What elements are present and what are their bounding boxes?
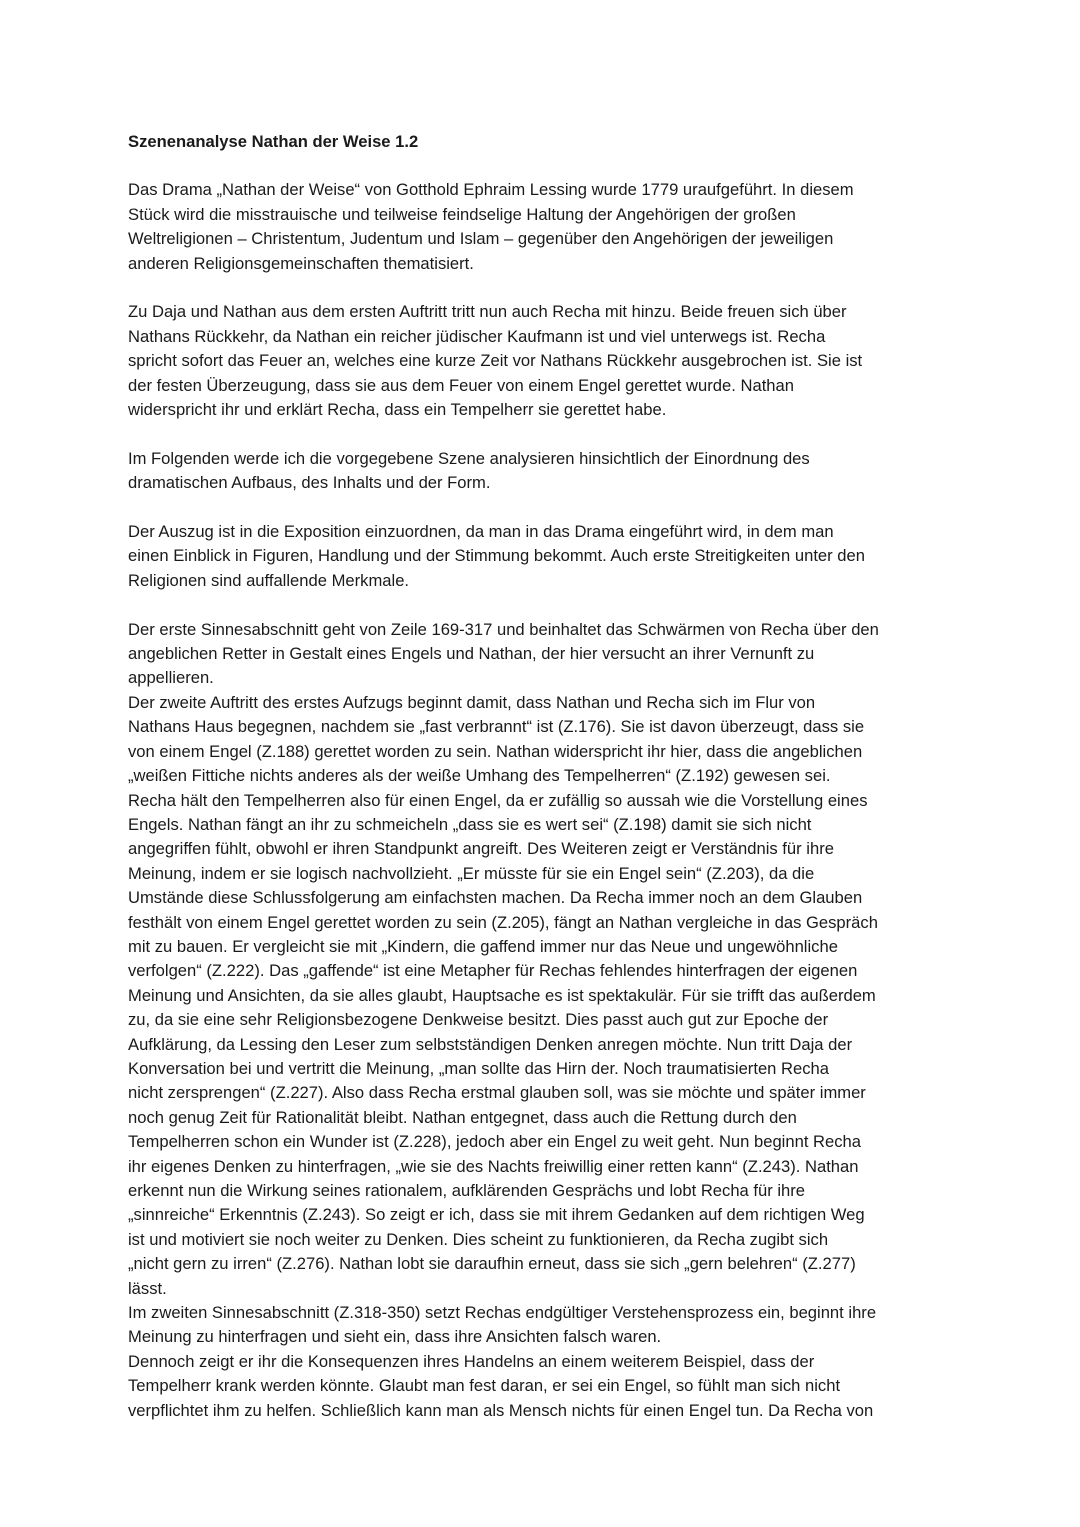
text-line: mit zu bauen. Er vergleicht sie mit „Kindern, die gaffend immer nur das Neue und ungewöhnliche	[128, 936, 838, 956]
text-line: Der erste Sinnesabschnitt geht von Zeile 169-317 und beinhaltet das Schwärmen von Recha über den	[128, 619, 879, 639]
paragraph-intro	[128, 178, 958, 276]
text-line: von einem Engel (Z.188) gerettet worden zu sein. Nathan widerspricht ihr hier, dass die angeblichen	[128, 741, 863, 761]
text-line: appellieren.	[128, 668, 214, 688]
text-line: Meinung, indem er sie logisch nachvollzieht. „Er müsste für sie ein Engel sein“ (Z.203), da die	[128, 863, 815, 883]
text-line: Tempelherr krank werden könnte. Glaubt man fest daran, er sei ein Engel, so fühlt man sich nicht	[128, 1376, 841, 1396]
paragraph-thesis	[128, 447, 958, 496]
text-line: Aufklärung, da Lessing den Leser zum selbstständigen Denken anregen möchte. Nun tritt Daja der	[128, 1034, 853, 1054]
text-line: Umstände diese Schlussfolgerung am einfachsten machen. Da Recha immer noch an dem Glauben	[128, 888, 863, 908]
text-line: Nathans Rückkehr, da Nathan ein reicher jüdischer Kaufmann ist und viel unterwegs ist. Recha	[128, 326, 826, 346]
text-line: angeblichen Retter in Gestalt eines Engels und Nathan, der hier versucht an ihrer Vernunft zu	[128, 644, 815, 664]
text-line: Religionen sind auffallende Merkmale.	[128, 570, 410, 590]
text-line: anderen Religionsgemeinschaften thematisiert.	[128, 253, 474, 273]
text-line: verpflichtet ihm zu helfen. Schließlich kann man als Mensch nichts für einen Engel tun. Da Recha von	[128, 1400, 874, 1420]
paragraph-classification	[128, 520, 958, 593]
text-line: Meinung zu hinterfragen und sieht ein, dass ihre Ansichten falsch waren.	[128, 1327, 662, 1347]
text-line: verfolgen“ (Z.222). Das „gaffende“ ist eine Metapher für Rechas fehlendes hinterfragen der eigenen	[128, 961, 858, 981]
paragraph-analysis-3	[128, 1301, 958, 1350]
paragraph-analysis-1	[128, 618, 958, 691]
document-page	[128, 130, 958, 1423]
text-line: Tempelherren schon ein Wunder ist (Z.228), jedoch aber ein Engel zu weit geht. Nun beginnt Recha	[128, 1132, 862, 1152]
text-line: spricht sofort das Feuer an, welches eine kurze Zeit vor Nathans Rückkehr ausgebrochen ist. Sie ist	[128, 351, 863, 371]
text-line: Der zweite Auftritt des erstes Aufzugs beginnt damit, dass Nathan und Recha sich im Flur von	[128, 692, 816, 712]
text-line: Im Folgenden werde ich die vorgegebene Szene analysieren hinsichtlich der Einordnung des	[128, 448, 810, 468]
text-line: nicht zersprengen“ (Z.227). Also dass Recha erstmal glauben soll, was sie möchte und später immer	[128, 1083, 866, 1103]
text-line: Nathans Haus begegnen, nachdem sie „fast verbrannt“ ist (Z.176). Sie ist davon überzeugt, dass sie	[128, 717, 865, 737]
text-line: Im zweiten Sinnesabschnitt (Z.318-350) setzt Rechas endgültiger Verstehensprozess ein, beginnt ihre	[128, 1303, 877, 1323]
text-line: Weltreligionen – Christentum, Judentum und Islam – gegenüber den Angehörigen der jeweiligen	[128, 229, 834, 249]
text-line: zu, da sie eine sehr Religionsbezogene Denkweise besitzt. Dies passt auch gut zur Epoche der	[128, 1010, 829, 1030]
text-line: noch genug Zeit für Rationalität bleibt. Nathan entgegnet, dass auch die Rettung durch den	[128, 1107, 797, 1127]
text-line: Dennoch zeigt er ihr die Konsequenzen ihres Handelns an einem weiterem Beispiel, dass der	[128, 1351, 815, 1371]
text-line: Engels. Nathan fängt an ihr zu schmeicheln „dass sie es wert sei“ (Z.198) damit sie sich nicht	[128, 814, 812, 834]
paragraph-analysis-2	[128, 691, 958, 1301]
text-line: Zu Daja und Nathan aus dem ersten Auftritt tritt nun auch Recha mit hinzu. Beide freuen sich über	[128, 302, 847, 322]
text-line: ist und motiviert sie noch weiter zu Denken. Dies scheint zu funktionieren, da Recha zugibt sich	[128, 1229, 829, 1249]
text-line: Der Auszug ist in die Exposition einzuordnen, da man in das Drama eingeführt wird, in dem man	[128, 522, 834, 542]
text-line: „weißen Fittiche nichts anderes als der weiße Umhang des Tempelherren“ (Z.192) gewesen sei.	[128, 766, 831, 786]
text-line: Das Drama „Nathan der Weise“ von Gotthold Ephraim Lessing wurde 1779 uraufgeführt. In diesem	[128, 180, 854, 200]
text-line: der festen Überzeugung, dass sie aus dem Feuer von einem Engel gerettet wurde. Nathan	[128, 375, 794, 395]
text-line: angegriffen fühlt, obwohl er ihren Standpunkt angreift. Des Weiteren zeigt er Verständnis für ihre	[128, 839, 834, 859]
text-line: „sinnreiche“ Erkenntnis (Z.243). So zeigt er ich, dass sie mit ihrem Gedanken auf dem richtigen Weg	[128, 1205, 865, 1225]
document-title: Szenenanalyse Nathan der Weise 1.2	[128, 132, 419, 151]
paragraph-context	[128, 300, 958, 422]
text-line: erkennt nun die Wirkung seines rationalem, aufklärenden Gesprächs und lobt Recha für ihre	[128, 1181, 806, 1200]
paragraph-analysis-4	[128, 1350, 958, 1423]
text-line: einen Einblick in Figuren, Handlung und der Stimmung bekommt. Auch erste Streitigkeiten unter den	[128, 546, 865, 566]
text-line: lässt.	[128, 1278, 167, 1298]
text-line: Meinung und Ansichten, da sie alles glaubt, Hauptsache es ist spektakulär. Für sie trifft das außerdem	[128, 985, 876, 1005]
text-line: Recha hält den Tempelherren also für einen Engel, da er zufällig so aussah wie die Vorstellung eines	[128, 790, 868, 810]
text-line: dramatischen Aufbaus, des Inhalts und der Form.	[128, 473, 491, 493]
text-line: widerspricht ihr und erklärt Recha, dass ein Tempelherr sie gerettet habe.	[128, 400, 667, 420]
text-line: Stück wird die misstrauische und teilweise feindselige Haltung der Angehörigen der großen	[128, 204, 796, 224]
text-line: ihr eigenes Denken zu hinterfragen, „wie sie des Nachts freiwillig einer retten kann“ (Z.243). Nathan	[128, 1156, 859, 1176]
text-line: „nicht gern zu irren“ (Z.276). Nathan lobt sie daraufhin erneut, dass sie sich „gern belehren“ (Z.277)	[128, 1254, 856, 1274]
text-line: festhält von einem Engel gerettet worden zu sein (Z.205), fängt an Nathan vergleiche in das Gespräch	[128, 912, 878, 932]
text-line: Konversation bei und vertritt die Meinung, „man sollte das Hirn der. Noch traumatisierten Recha	[128, 1058, 829, 1078]
document-body	[128, 178, 958, 1423]
